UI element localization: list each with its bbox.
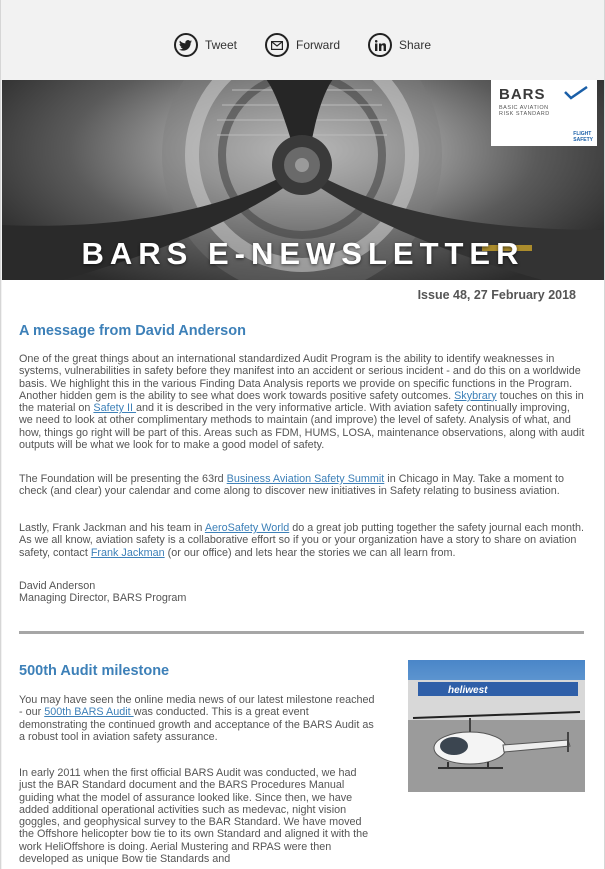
bars-logo-word: BARS (499, 86, 546, 103)
heliwest-sign: heliwest (448, 685, 488, 696)
twitter-icon (174, 33, 198, 57)
bars-logo-subtitle: BASIC AVIATION RISK STANDARD (499, 105, 550, 117)
share-label: Share (399, 38, 432, 52)
inline-link[interactable]: Frank Jackman (90, 546, 165, 559)
inline-link[interactable]: Safety II (93, 402, 137, 415)
check-swoosh-icon (563, 86, 589, 100)
share-bar (1, 30, 604, 60)
message-paragraph-1: One of the great things about an international standardized Audit Program is the ability to identify weaknesses in systems, vulnerabilities in safety before they manifest into an accident or serious incident - and do this on a worldwide basis. We highlight this in the various Finding Data Analysis reports we provide on specific functions in the Program. Another hidden gem is the ability to see what does work towards positive safety outcomes. Skybrary touches on this in the material on Safety II and it is described in the very informative article. With aviation safety continually improving, we need to look at other complimentary methods to maintain (and improve) the level of safety. Analysis of what, and how, things go right will be part of this. Areas such as FDM, HUMS, LOSA, maintenance observations, along with audit outputs will be what we look for to make a good model of safety. (19, 353, 585, 452)
inline-link[interactable]: AeroSafety World (204, 522, 290, 534)
hero-banner (2, 80, 604, 280)
section-divider (19, 631, 584, 634)
message-heading: A message from David Anderson (19, 323, 246, 339)
share-button[interactable] (368, 33, 431, 57)
newsletter-title: BARS E-NEWSLETTER (81, 236, 525, 271)
bars-logo (491, 80, 597, 146)
tweet-button[interactable] (174, 33, 237, 57)
milestone-heading: 500th Audit milestone (19, 663, 170, 679)
message-paragraph-2: The Foundation will be presenting the 63rd Business Aviation Safety Summit in Chicago in May. Take a moment to check (and clear) your calendar and come along to discover new initiatives in Safety relating to business aviation. (19, 473, 564, 498)
inline-link[interactable]: Skybrary (454, 389, 497, 402)
tweet-label: Tweet (204, 38, 237, 52)
milestone-paragraph-2: In early 2011 when the first official BARS Audit was conducted, we had just the BAR Standard document and the BARS Procedures Manual guiding what the model of assurance looked like. Since then, we have added additional operational activities such as medevac, night vision goggles, and geophysical survey to the BAR Standard. We have moved the Offshore helicopter bow tie to its own Standard and aligned it with the work HeliOffshore is doing. Aerial Mustering and RPAS were then developed as unique Bow tie Standards and (19, 767, 369, 866)
inline-link[interactable]: Business Aviation Safety Summit (226, 473, 385, 485)
envelope-icon (265, 33, 289, 57)
milestone-paragraph-1: You may have seen the online media news of our latest milestone reached - our 500th BARS Audit was conducted. This is a great event demonstrating the continued growth and acceptance of the BARS Audit as a robust tool in aviation safety assurance. (19, 694, 375, 743)
forward-label: Forward (295, 38, 340, 52)
signature-name: David Anderson (19, 580, 96, 592)
content-area (2, 280, 604, 869)
signature-title: Managing Director, BARS Program (19, 592, 187, 604)
inline-link[interactable]: 500th BARS Audit (44, 706, 134, 719)
flight-safety-foundation-logo: FLIGHT SAFETY (573, 131, 593, 143)
message-paragraph-3: Lastly, Frank Jackman and his team in AeroSafety World do a great job putting together the safety journal each month. As we all know, aviation safety is a collaborative effort so if you or your organization have a story to share on aviation safety, contact Frank Jackman (or our office) and lets hear the stories we can all learn from. (19, 522, 584, 559)
linkedin-icon (368, 33, 392, 57)
forward-button[interactable] (265, 33, 340, 57)
issue-date: Issue 48, 27 February 2018 (417, 288, 576, 302)
heliwest-helicopter-photo (408, 660, 585, 792)
